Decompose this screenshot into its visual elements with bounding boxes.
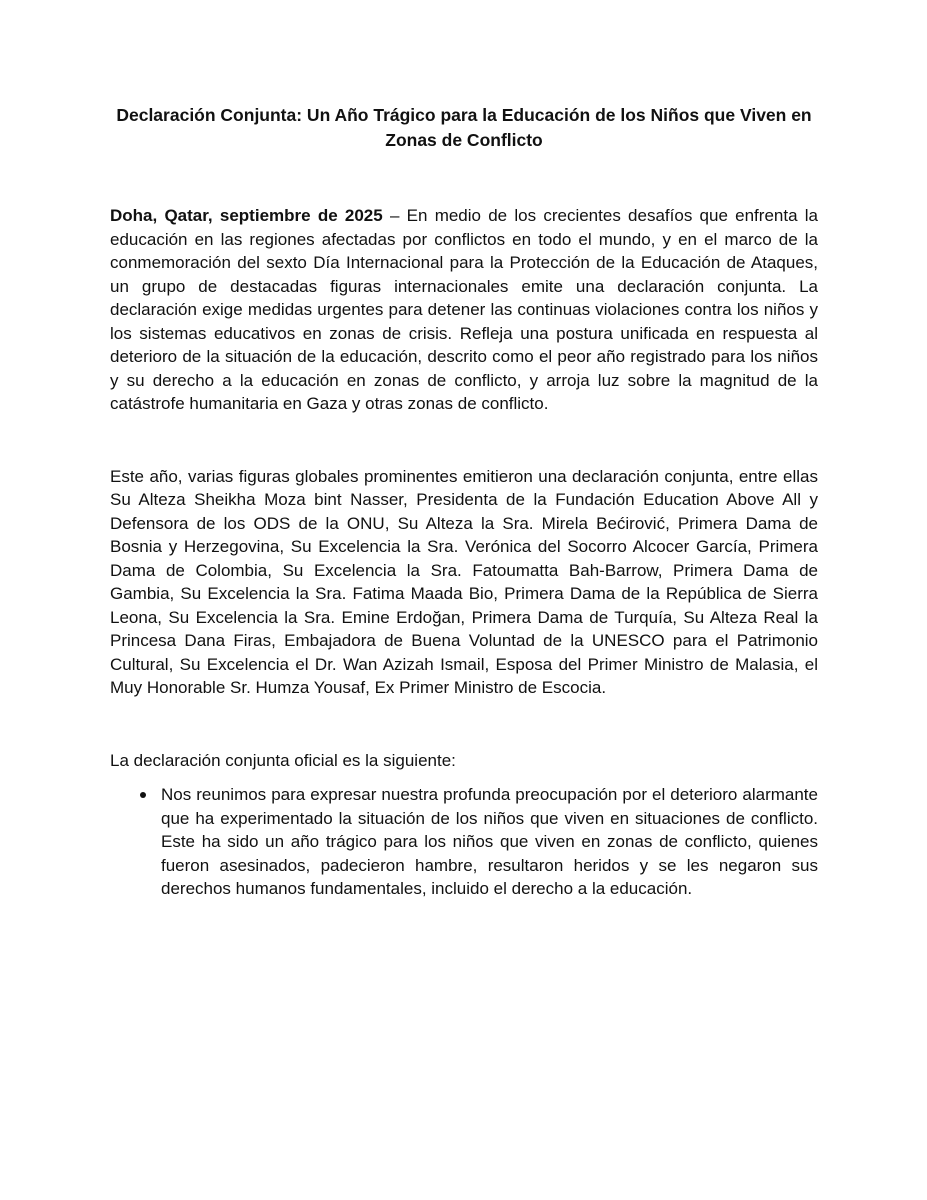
list-item: [110, 783, 818, 901]
statement-intro: La declaración conjunta oficial es la siguiente:: [110, 750, 456, 770]
signatories-paragraph: Este año, varias figuras globales prominentes emitieron una declaración conjunta, entre ellas Su Alteza Sheikha Moza bint Nasser, Presidenta de la Fundación Education Above All y Defensora de los ODS de la ONU, Su Alteza la Sra. Mirela Bećirović, Primera Dama de Bosnia y Herzegovina, Su Excelencia la Sra. Verónica del Socorro Alcocer García, Primera Dama de Colombia, Su Excelencia la Sra. Fatoumatta Bah-Barrow, Primera Dama de Gambia, Su Excelencia la Sra. Fatima Maada Bio, Primera Dama de la República de Sierra Leona, Su Excelencia la Sra. Emine Erdoğan, Primera Dama de Turquía, Su Alteza Real la Princesa Dana Firas, Embajadora de Buena Voluntad de la UNESCO para el Patrimonio Cultural, Su Excelencia el Dr. Wan Azizah Ismail, Esposa del Primer Ministro de Malasia, el Muy Honorable Sr. Humza Yousaf, Ex Primer Ministro de Escocia.: [110, 466, 818, 697]
statement-list: [110, 783, 818, 901]
document-title: Declaración Conjunta: Un Año Trágico para la Educación de los Niños que Viven en Zonas de Conflicto: [116, 105, 812, 150]
document-page: [110, 103, 818, 901]
intro-paragraph: [110, 204, 818, 416]
bullet-icon: [140, 792, 146, 798]
list-item-text: Nos reunimos para expresar nuestra profunda preocupación por el deterioro alarmante que ha experimentado la situación de los niños que viven en situaciones de conflicto. Este ha sido un año trágico para los niños que viven en zonas de conflicto, quienes fueron asesinados, padecieron hambre, resultaron heridos y se les negaron sus derechos humanos fundamentales, incluido el derecho a la educación.: [161, 785, 818, 898]
intro-body: – En medio de los crecientes desafíos que enfrenta la educación en las regiones afectadas por conflictos en todo el mundo, y en el marco de la conmemoración del sexto Día Internacional para la Protección de la Educación de Ataques, un grupo de destacadas figuras internacionales emite una declaración conjunta. La declaración exige medidas urgentes para detener las continuas violaciones contra los niños y los sistemas educativos en zonas de crisis. Refleja una postura unificada en respuesta al deterioro de la situación de la educación, descrito como el peor año registrado para los niños y su derecho a la educación en zonas de conflicto, y arroja luz sobre la magnitud de la catástrofe humanitaria en Gaza y otras zonas de conflicto.: [110, 206, 818, 413]
dateline: Doha, Qatar, septiembre de 2025: [110, 206, 383, 225]
